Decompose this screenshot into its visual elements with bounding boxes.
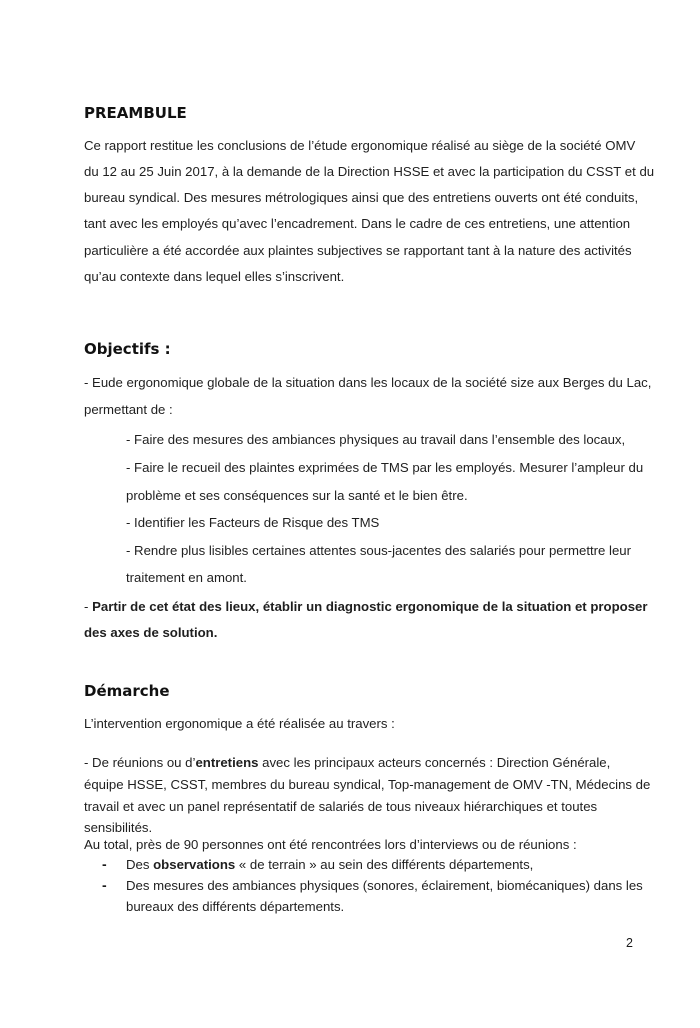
preambule-line: bureau syndical. Des mesures métrologiques ainsi que des entretiens ouverts ont été conduits, — [84, 190, 639, 205]
preambule-heading: PREAMBULE — [84, 104, 187, 122]
objectifs-conclusion-text: Partir de cet état des lieux, établir un diagnostic ergonomique de la situation et proposer — [92, 599, 648, 614]
objectifs-conclusion-line2: des axes de solution. — [84, 625, 218, 640]
bullet1-prefix: Des — [126, 857, 154, 872]
preambule-line: tant avec les employés qu’avec l’encadrement. Dans le cadre de ces entretiens, une attention — [84, 216, 631, 231]
demarche-paragraph-line: travail et avec un panel représentatif de salariés de tous niveaux hiérarchiques et toutes — [84, 799, 598, 814]
objectifs-heading: Objectifs : — [84, 340, 171, 358]
demarche-heading: Démarche — [84, 682, 170, 700]
demarche-para-bold: entretiens — [195, 755, 259, 770]
preambule-line: particulière a été accordée aux plaintes subjectives se rapportant tant à la nature des activités — [84, 243, 632, 258]
demarche-paragraph-line: équipe HSSE, CSST, membres du bureau syndical, Top-management de OMV -TN, Médecins de — [84, 777, 651, 792]
page-number: 2 — [626, 936, 633, 950]
demarche-intro: L’intervention ergonomique a été réalisée au travers : — [84, 716, 395, 731]
demarche-para-prefix: - De réunions ou d’ — [84, 755, 196, 770]
bullet1-suffix: « de terrain » au sein des différents départements, — [235, 857, 534, 872]
objectifs-item: problème et ses conséquences sur la santé et le bien être. — [126, 488, 468, 503]
demarche-paragraph-line: sensibilités. — [84, 820, 153, 835]
demarche-bullet-2-line1: Des mesures des ambiances physiques (sonores, éclairement, biomécaniques) dans les — [126, 878, 643, 893]
objectifs-item: - Rendre plus lisibles certaines attentes sous-jacentes des salariés pour permettre leur — [126, 543, 632, 558]
bullet1-bold: observations — [153, 857, 236, 872]
objectifs-item: - Identifier les Facteurs de Risque des TMS — [126, 515, 380, 530]
bullet-dash-icon: - — [102, 877, 107, 893]
demarche-paragraph-line: Au total, près de 90 personnes ont été rencontrées lors d’interviews ou de réunions : — [84, 837, 577, 852]
preambule-line: Ce rapport restitue les conclusions de l’étude ergonomique réalisé au siège de la société OMV — [84, 138, 636, 153]
objectifs-intro-line: permettant de : — [84, 402, 173, 417]
bullet-dash-icon: - — [102, 856, 107, 872]
objectifs-conclusion-line1 — [84, 599, 648, 614]
objectifs-intro-line: - Eude ergonomique globale de la situation dans les locaux de la société size aux Berges du Lac, — [84, 375, 652, 390]
objectifs-item: traitement en amont. — [126, 570, 247, 585]
objectifs-item: - Faire le recueil des plaintes exprimées de TMS par les employés. Mesurer l’ampleur du — [126, 460, 644, 475]
preambule-line: qu’au contexte dans lequel elles s’inscrivent. — [84, 269, 345, 284]
demarche-para-suffix: avec les principaux acteurs concernés : Direction Générale, — [258, 755, 611, 770]
objectifs-item: - Faire des mesures des ambiances physiques au travail dans l’ensemble des locaux, — [126, 432, 626, 447]
demarche-paragraph-line1 — [84, 755, 610, 770]
demarche-bullet-2-line2: bureaux des différents départements. — [126, 899, 345, 914]
objectifs-conclusion-prefix: - — [84, 599, 93, 614]
demarche-bullet-1 — [126, 857, 533, 872]
preambule-line: du 12 au 25 Juin 2017, à la demande de la Direction HSSE et avec la participation du CSST et du — [84, 164, 655, 179]
